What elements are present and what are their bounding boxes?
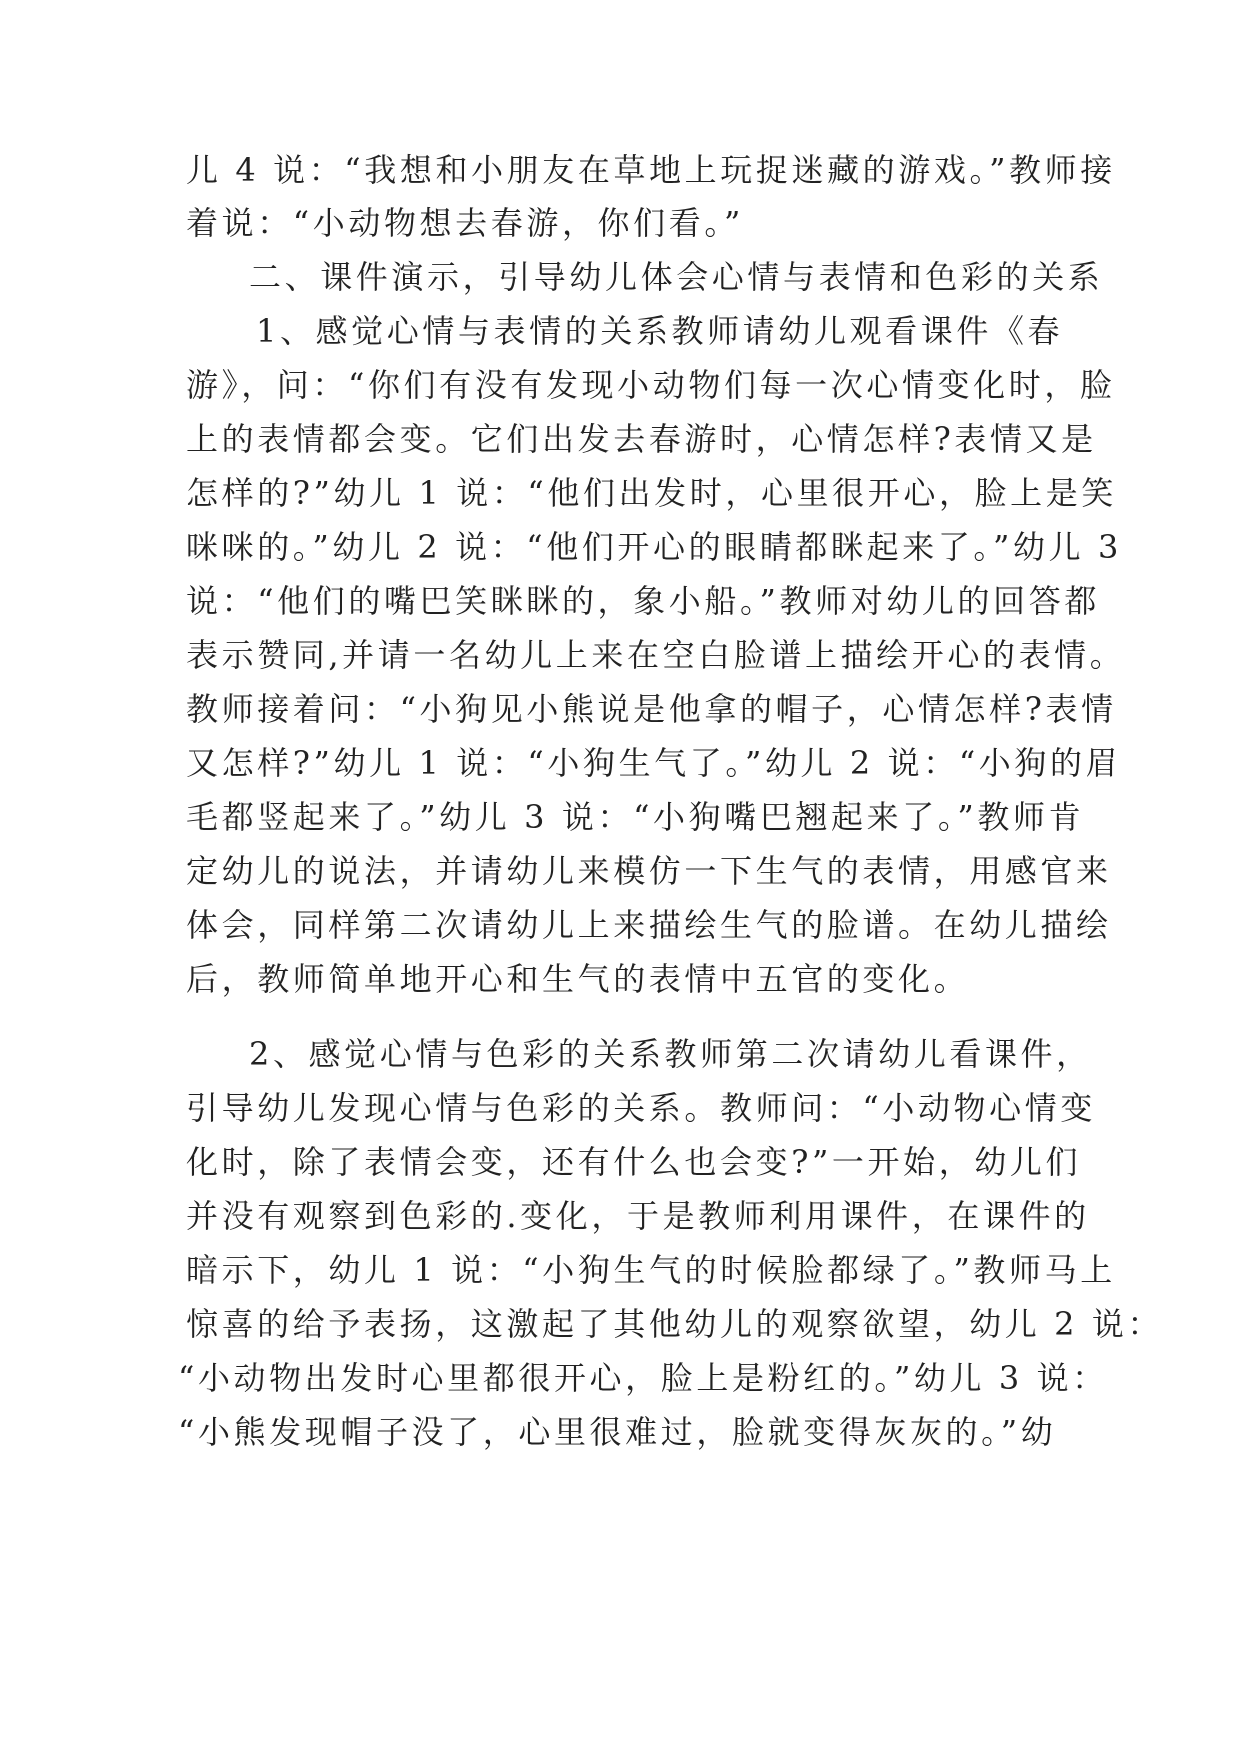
text-line: 毛都竖起来了。”幼儿 3 说：“小狗嘴巴翘起来了。”教师肯 xyxy=(186,798,1085,836)
text-line: 后，教师简单地开心和生气的表情中五官的变化。 xyxy=(186,960,970,998)
text-line: 教师接着问：“小狗见小熊说是他拿的帽子，心情怎样?表情 xyxy=(186,690,1117,728)
text-line: 1、感觉心情与表情的关系教师请幼儿观看课件《春 xyxy=(256,312,1064,350)
text-line: “小动物出发时心里都很开心，脸上是粉红的。”幼儿 3 说： xyxy=(178,1359,1108,1397)
text-line: “小熊发现帽子没了，心里很难过，脸就变得灰灰的。”幼 xyxy=(178,1413,1057,1451)
text-line: 暗示下，幼儿 1 说：“小狗生气的时候脸都绿了。”教师马上 xyxy=(186,1251,1116,1289)
text-line: 2、感觉心情与色彩的关系教师第二次请幼儿看课件， xyxy=(249,1035,1092,1073)
text-line: 并没有观察到色彩的.变化，于是教师利用课件，在课件的 xyxy=(186,1197,1090,1235)
text-line: 化时，除了表情会变，还有什么也会变?”一开始，幼儿们 xyxy=(186,1143,1082,1181)
text-line: 着说：“小动物想去春游，你们看。” xyxy=(186,204,744,242)
text-line: 表示赞同,并请一名幼儿上来在空白脸谱上描绘开心的表情。 xyxy=(186,636,1126,674)
text-line: 上的表情都会变。它们出发去春游时，心情怎样?表情又是 xyxy=(186,420,1097,458)
text-line: 体会，同样第二次请幼儿上来描绘生气的脸谱。在幼儿描绘 xyxy=(186,906,1112,944)
section-heading: 二、课件演示，引导幼儿体会心情与表情和色彩的关系 xyxy=(249,258,1104,296)
text-line: 引导幼儿发现心情与色彩的关系。教师问：“小动物心情变 xyxy=(186,1089,1096,1127)
text-line: 游》，问：“你们有没有发现小动物们每一次心情变化时，脸 xyxy=(186,366,1116,404)
text-line: 咪咪的。”幼儿 2 说：“他们开心的眼睛都眯起来了。”幼儿 3 xyxy=(186,528,1122,566)
text-line: 惊喜的给予表扬，这激起了其他幼儿的观察欲望，幼儿 2 说： xyxy=(186,1305,1164,1343)
text-line: 说：“他们的嘴巴笑眯眯的，象小船。”教师对幼儿的回答都 xyxy=(186,582,1100,620)
text-line: 又怎样?”幼儿 1 说：“小狗生气了。”幼儿 2 说：“小狗的眉 xyxy=(186,744,1122,782)
text-line: 怎样的?”幼儿 1 说：“他们出发时，心里很开心，脸上是笑 xyxy=(186,474,1117,512)
text-line: 儿 4 说：“我想和小朋友在草地上玩捉迷藏的游戏。”教师接 xyxy=(186,151,1116,189)
text-line: 定幼儿的说法，并请幼儿来模仿一下生气的表情，用感官来 xyxy=(186,852,1112,890)
